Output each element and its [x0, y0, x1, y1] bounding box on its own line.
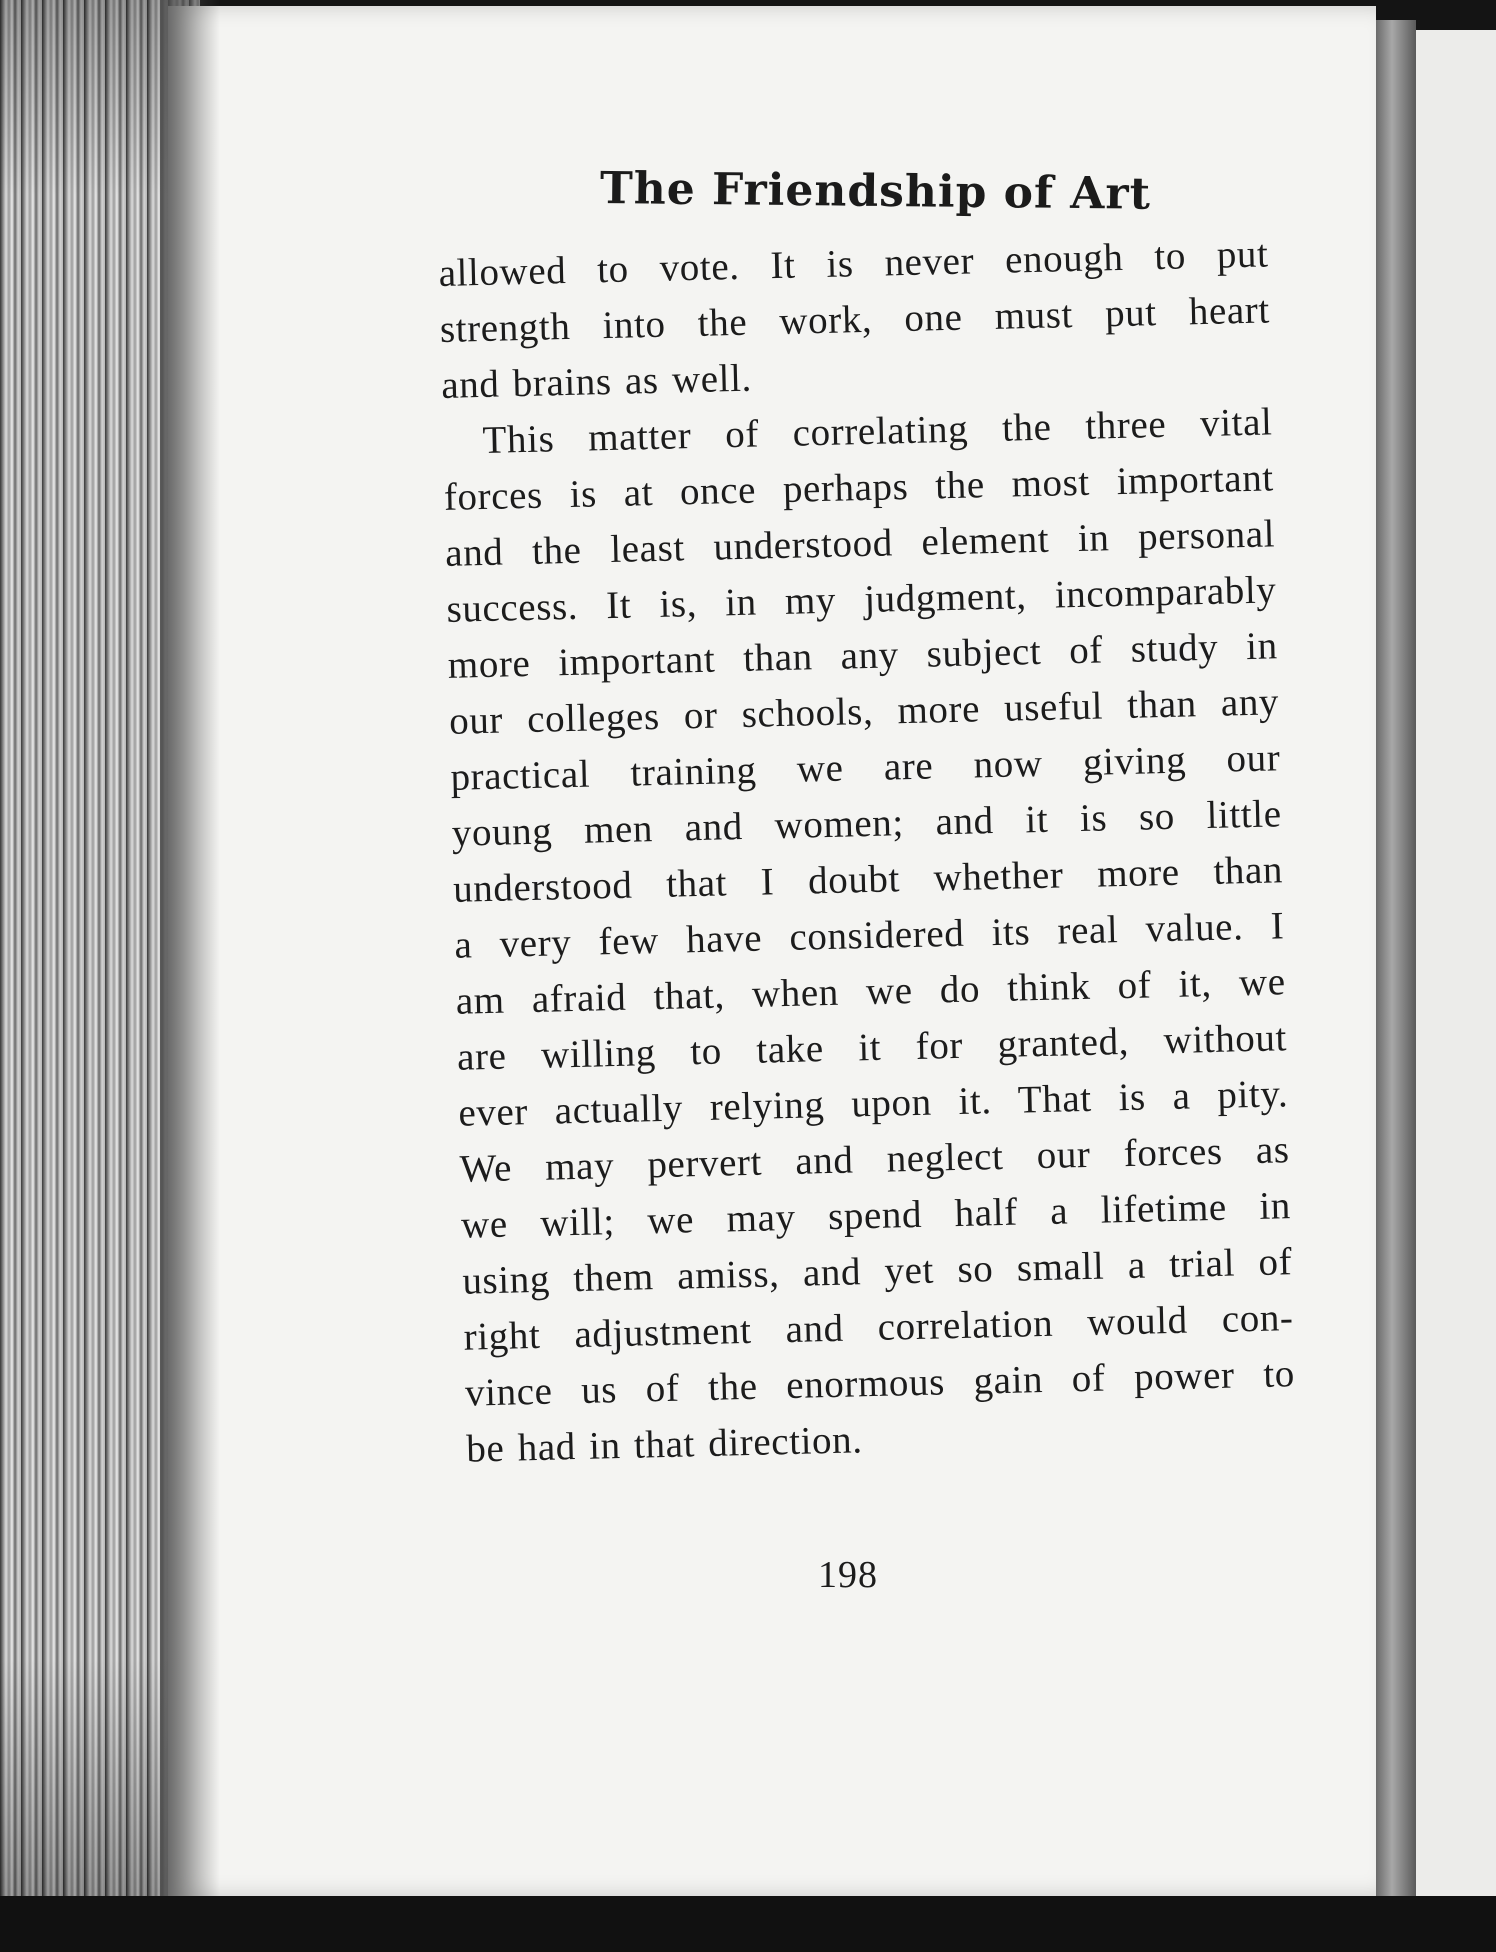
scan-background	[0, 1896, 1496, 1952]
text-line: our colleges or schools, more useful than any	[448, 680, 1280, 743]
text-line: allowed to vote. It is never enough to put	[438, 232, 1269, 295]
gutter-shadow	[160, 0, 220, 1952]
text-line: This matter of correlating the three vital	[482, 400, 1273, 462]
text-line: success. It is, in my judgment, incomparably	[446, 568, 1277, 631]
text-line: more important than any subject of study in	[447, 624, 1279, 687]
text-line: strength into the work, one must put heart	[439, 288, 1271, 351]
text-line: We may pervert and neglect our forces as	[459, 1128, 1291, 1191]
text-line: and the least understood element in personal	[444, 512, 1276, 575]
text-line: vince us of the enormous gain of power to	[464, 1352, 1296, 1415]
text-line: understood that I doubt whether more than	[452, 848, 1284, 911]
text-line: are willing to take it for granted, without	[456, 1016, 1288, 1079]
text-line: we will; we may spend half a lifetime in	[460, 1184, 1292, 1247]
page-number: 198	[818, 1554, 878, 1596]
text-line: a very few have considered its real value. I	[453, 904, 1285, 967]
facing-page-edge	[1376, 20, 1416, 1900]
text-line: be had in that direction.	[465, 1418, 864, 1471]
running-head: The Friendship of Art	[599, 163, 1152, 220]
text-line: forces is at once perhaps the most important	[443, 456, 1275, 519]
text-line: am afraid that, when we do think of it, we	[455, 960, 1287, 1023]
text-line: and brains as well.	[440, 356, 753, 407]
text-line: using them amiss, and yet so small a trial of	[461, 1240, 1293, 1303]
facing-page	[1416, 30, 1496, 1910]
text-line: ever actually relying upon it. That is a pity.	[457, 1072, 1289, 1135]
body-text	[438, 226, 1297, 1477]
text-line: right adjustment and correlation would con-	[463, 1296, 1294, 1359]
text-line: young men and women; and it is so little	[451, 792, 1283, 855]
text-line: practical training we are now giving our	[450, 736, 1281, 799]
